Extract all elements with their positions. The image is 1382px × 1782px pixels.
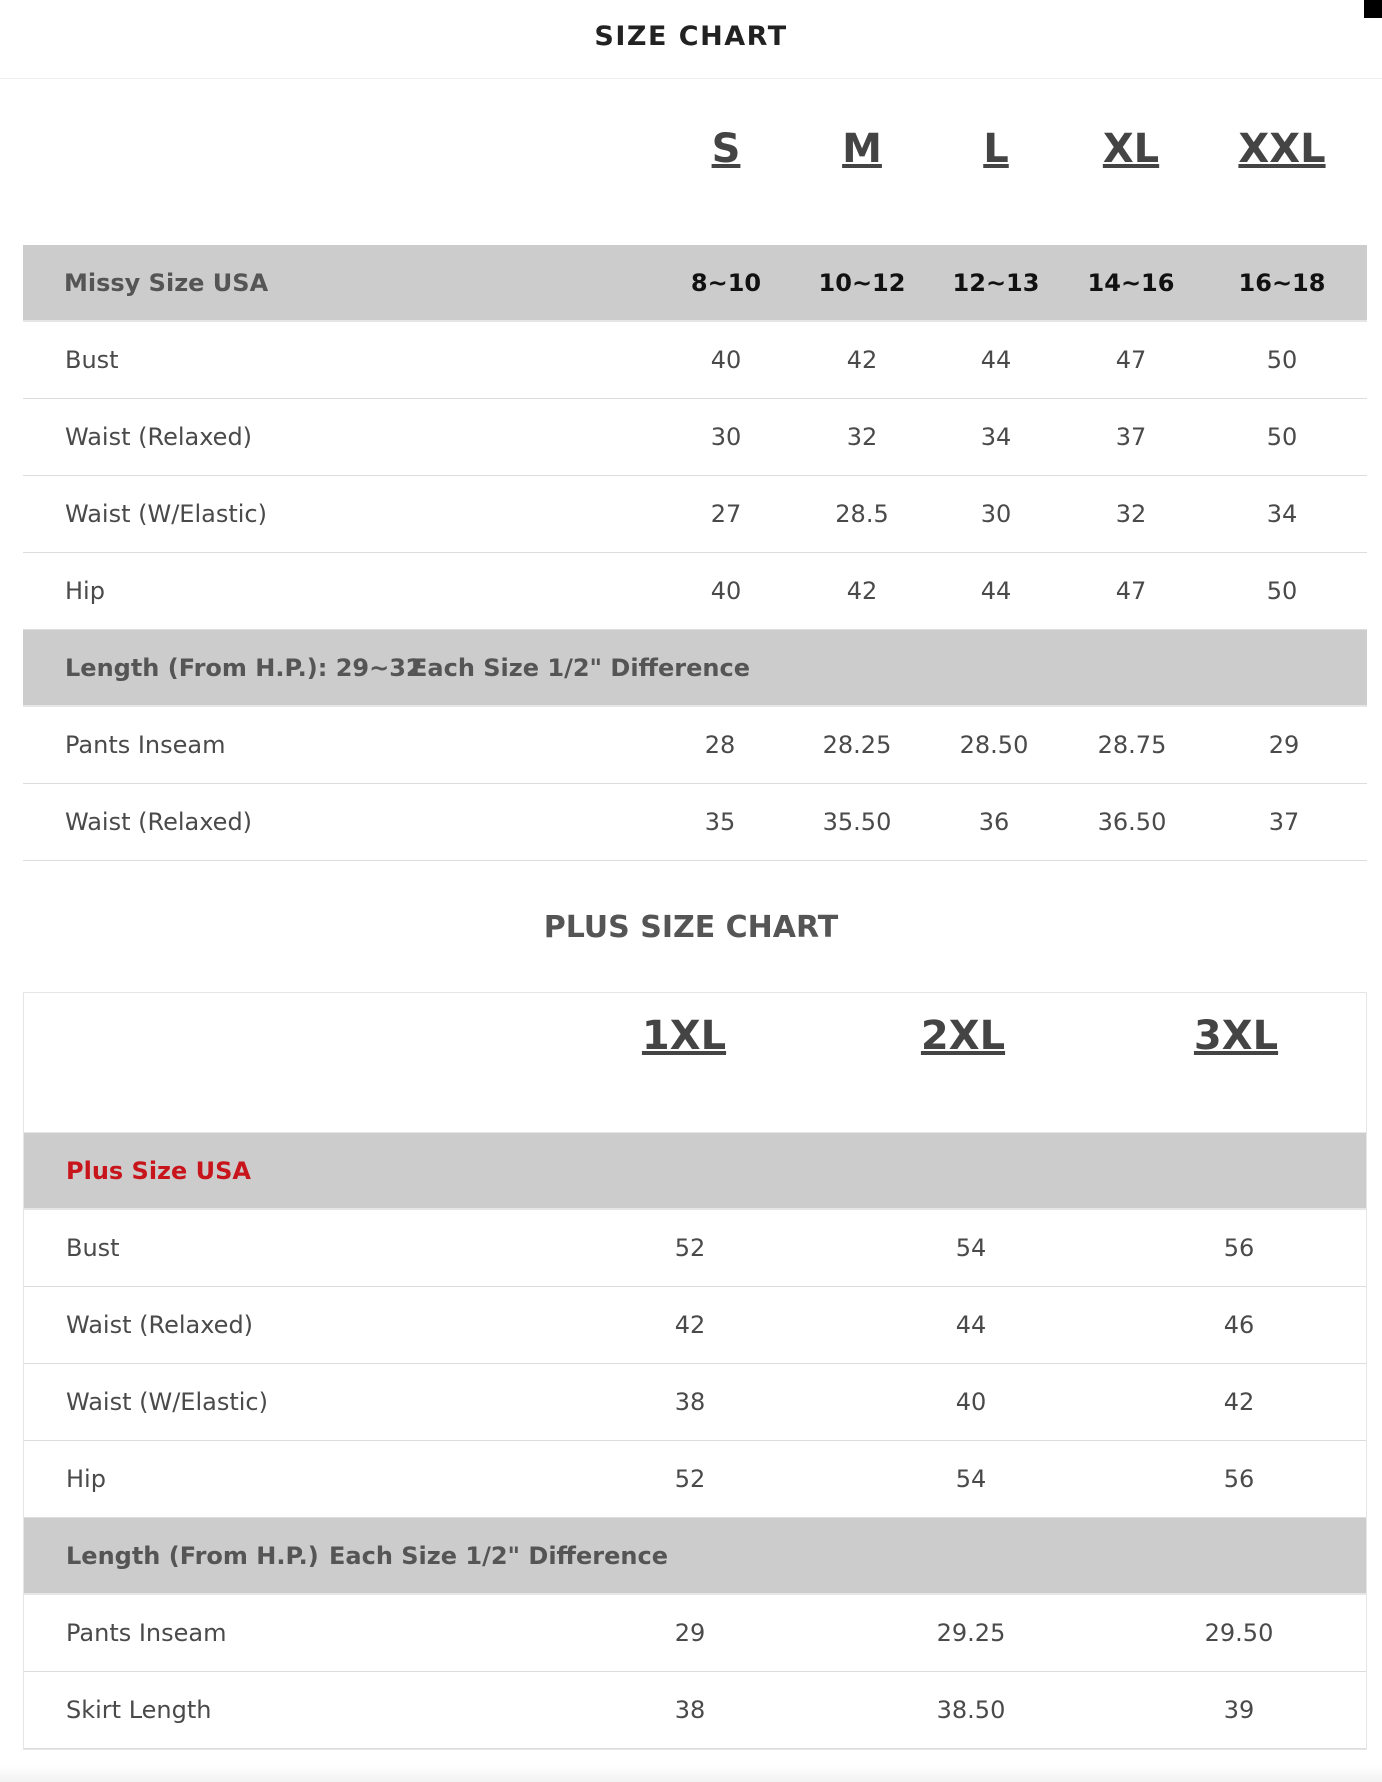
table-cell: 47 <box>1115 577 1147 605</box>
table-row <box>24 1672 1366 1749</box>
table-row <box>24 1441 1366 1518</box>
table-cell: 28.25 <box>822 731 892 759</box>
row-label: Waist (Relaxed) <box>66 1311 254 1339</box>
table-cell: 38 <box>674 1696 706 1724</box>
table-cell: 12~13 <box>952 268 1040 297</box>
table-cell: 38 <box>674 1388 706 1416</box>
table-cell: 50 <box>1266 577 1298 605</box>
table-cell: 54 <box>955 1234 987 1262</box>
table-cell: 44 <box>980 577 1012 605</box>
table-cell: 29 <box>674 1619 706 1647</box>
table-cell: 27 <box>710 500 742 528</box>
row-label: Bust <box>66 1234 120 1262</box>
table-cell: 37 <box>1115 423 1147 451</box>
table-cell: 40 <box>710 346 742 374</box>
table-cell: 32 <box>846 423 878 451</box>
table-cell: 36.50 <box>1097 808 1167 836</box>
length-note-row <box>23 630 1367 707</box>
table-cell: 42 <box>846 577 878 605</box>
length-note: Each Size 1/2" Difference <box>329 1541 668 1570</box>
table-cell: 35.50 <box>822 808 892 836</box>
table-cell: 40 <box>710 577 742 605</box>
table-cell: 34 <box>980 423 1012 451</box>
size-header-row <box>23 100 1367 245</box>
row-label: Plus Size USA <box>66 1156 252 1185</box>
table-cell: 56 <box>1223 1465 1255 1493</box>
table-cell: 8~10 <box>690 268 762 297</box>
size-link-l[interactable]: L <box>983 126 1009 172</box>
page-title: SIZE CHART <box>594 20 788 52</box>
corner-marker <box>1364 0 1382 18</box>
table-cell: 42 <box>674 1311 706 1339</box>
table-cell: 46 <box>1223 1311 1255 1339</box>
size-link-xl[interactable]: XL <box>1102 126 1160 172</box>
page-header <box>0 0 1382 79</box>
bottom-edge <box>0 1766 1382 1782</box>
table-row <box>24 1595 1366 1672</box>
table-cell: 40 <box>955 1388 987 1416</box>
row-label: Pants Inseam <box>66 1619 227 1647</box>
length-label: Length (From H.P.) <box>66 1541 319 1570</box>
table-row <box>23 399 1367 476</box>
missy-size-table <box>23 100 1367 861</box>
plus-size-table <box>23 992 1367 1750</box>
table-cell: 16~18 <box>1238 268 1326 297</box>
table-cell: 52 <box>674 1234 706 1262</box>
row-label: Hip <box>65 577 105 605</box>
plus-size-chart-title: PLUS SIZE CHART <box>543 910 839 945</box>
table-cell: 50 <box>1266 423 1298 451</box>
row-label: Bust <box>65 346 119 374</box>
table-cell: 29.25 <box>936 1619 1006 1647</box>
size-header-row <box>24 993 1366 1133</box>
table-cell: 39 <box>1223 1696 1255 1724</box>
table-row <box>23 476 1367 553</box>
row-label: Waist (W/Elastic) <box>65 500 267 528</box>
table-cell: 47 <box>1115 346 1147 374</box>
table-cell: 30 <box>980 500 1012 528</box>
table-cell: 14~16 <box>1087 268 1175 297</box>
row-label: Hip <box>66 1465 106 1493</box>
size-link-2xl[interactable]: 2XL <box>920 1013 1006 1059</box>
table-cell: 37 <box>1268 808 1300 836</box>
table-cell: 28.50 <box>959 731 1029 759</box>
table-row <box>24 1210 1366 1287</box>
table-row <box>23 707 1367 784</box>
table-cell: 44 <box>955 1311 987 1339</box>
table-row <box>23 784 1367 861</box>
table-cell: 28.75 <box>1097 731 1167 759</box>
table-cell: 50 <box>1266 346 1298 374</box>
table-cell: 42 <box>846 346 878 374</box>
length-note-row <box>24 1518 1366 1595</box>
size-link-1xl[interactable]: 1XL <box>641 1013 727 1059</box>
table-cell: 10~12 <box>818 268 906 297</box>
table-row <box>24 1364 1366 1441</box>
row-label: Missy Size USA <box>64 268 269 297</box>
table-cell: 38.50 <box>936 1696 1006 1724</box>
table-cell: 35 <box>704 808 736 836</box>
table-cell: 28 <box>704 731 736 759</box>
missy-size-usa-row <box>23 245 1367 322</box>
table-cell: 32 <box>1115 500 1147 528</box>
table-cell: 56 <box>1223 1234 1255 1262</box>
row-label: Pants Inseam <box>65 731 226 759</box>
table-cell: 42 <box>1223 1388 1255 1416</box>
table-cell: 44 <box>980 346 1012 374</box>
size-link-xxl[interactable]: XXL <box>1238 126 1326 172</box>
table-cell: 30 <box>710 423 742 451</box>
table-cell: 29 <box>1268 731 1300 759</box>
size-link-m[interactable]: M <box>842 126 882 172</box>
row-label: Waist (Relaxed) <box>65 808 253 836</box>
length-note: Each Size 1/2" Difference <box>411 653 750 682</box>
table-cell: 36 <box>978 808 1010 836</box>
plus-size-usa-row <box>24 1133 1366 1210</box>
table-row <box>23 322 1367 399</box>
length-label: Length (From H.P.): 29~32 <box>65 653 423 682</box>
row-label: Waist (W/Elastic) <box>66 1388 268 1416</box>
row-label: Skirt Length <box>66 1696 212 1724</box>
row-label: Waist (Relaxed) <box>65 423 253 451</box>
table-row <box>23 553 1367 630</box>
table-cell: 34 <box>1266 500 1298 528</box>
size-link-3xl[interactable]: 3XL <box>1193 1013 1279 1059</box>
size-link-s[interactable]: S <box>711 126 741 172</box>
table-cell: 54 <box>955 1465 987 1493</box>
table-cell: 29.50 <box>1204 1619 1274 1647</box>
table-cell: 52 <box>674 1465 706 1493</box>
table-row <box>24 1287 1366 1364</box>
table-cell: 28.5 <box>835 500 889 528</box>
